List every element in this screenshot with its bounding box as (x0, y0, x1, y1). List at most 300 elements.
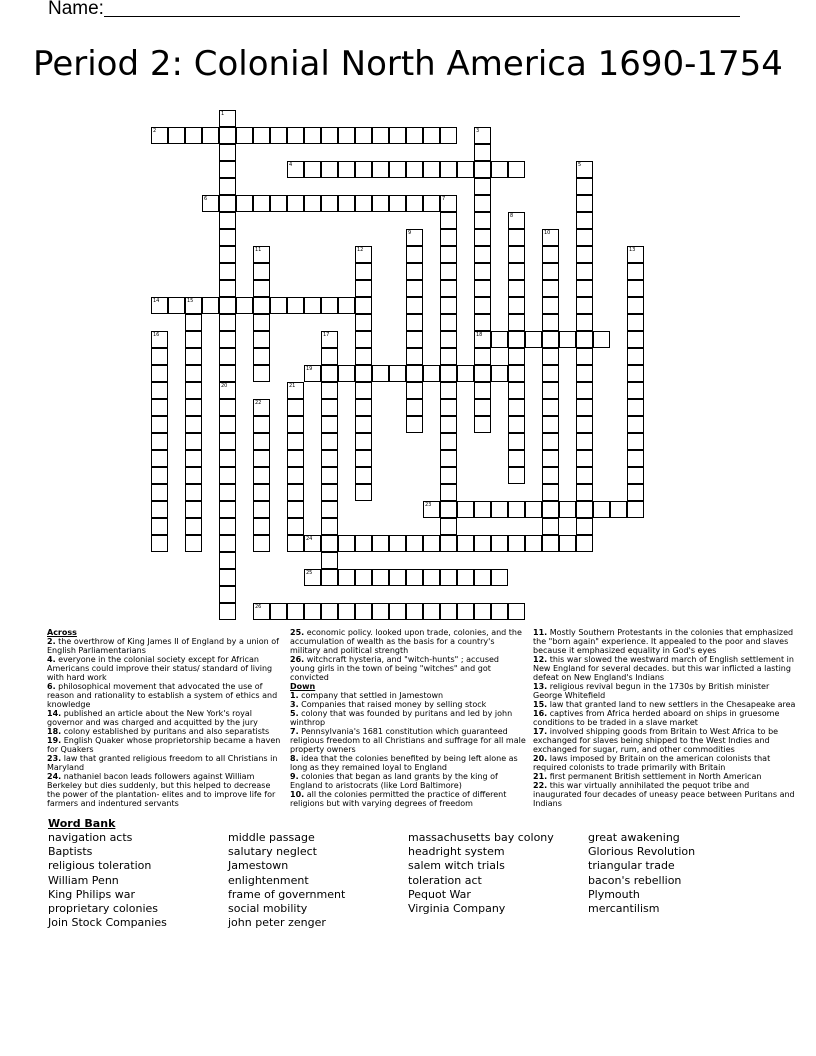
grid-cell[interactable] (423, 161, 440, 178)
grid-cell[interactable] (321, 161, 338, 178)
grid-cell[interactable] (338, 161, 355, 178)
grid-cell[interactable] (525, 501, 542, 518)
grid-cell[interactable] (219, 450, 236, 467)
grid-cell[interactable] (627, 399, 644, 416)
grid-cell[interactable] (355, 416, 372, 433)
grid-cell[interactable] (491, 161, 508, 178)
grid-cell[interactable] (151, 450, 168, 467)
grid-cell[interactable] (542, 229, 559, 246)
grid-cell[interactable] (474, 229, 491, 246)
grid-cell[interactable] (219, 297, 236, 314)
grid-cell[interactable] (474, 348, 491, 365)
grid-cell[interactable] (491, 365, 508, 382)
grid-cell[interactable] (287, 484, 304, 501)
grid-cell[interactable] (372, 603, 389, 620)
grid-cell[interactable] (287, 501, 304, 518)
grid-cell[interactable] (406, 603, 423, 620)
grid-cell[interactable] (168, 127, 185, 144)
grid-cell[interactable] (508, 161, 525, 178)
grid-cell[interactable] (440, 263, 457, 280)
grid-cell[interactable] (287, 195, 304, 212)
grid-cell[interactable] (406, 263, 423, 280)
grid-cell[interactable] (253, 603, 270, 620)
grid-cell[interactable] (474, 144, 491, 161)
grid-cell[interactable] (287, 467, 304, 484)
grid-cell[interactable] (321, 569, 338, 586)
grid-cell[interactable] (355, 399, 372, 416)
grid-cell[interactable] (440, 161, 457, 178)
grid-cell[interactable] (270, 127, 287, 144)
grid-cell[interactable] (389, 195, 406, 212)
grid-cell[interactable] (389, 127, 406, 144)
grid-cell[interactable] (355, 331, 372, 348)
grid-cell[interactable] (185, 450, 202, 467)
grid-cell[interactable] (219, 110, 236, 127)
grid-cell[interactable] (151, 348, 168, 365)
grid-cell[interactable] (202, 127, 219, 144)
grid-cell[interactable] (406, 399, 423, 416)
grid-cell[interactable] (627, 501, 644, 518)
grid-cell[interactable] (542, 297, 559, 314)
grid-cell[interactable] (236, 195, 253, 212)
grid-cell[interactable] (474, 263, 491, 280)
grid-cell[interactable] (253, 484, 270, 501)
grid-cell[interactable] (508, 433, 525, 450)
grid-cell[interactable] (542, 535, 559, 552)
grid-cell[interactable] (576, 450, 593, 467)
grid-cell[interactable] (219, 178, 236, 195)
grid-cell[interactable] (287, 399, 304, 416)
grid-cell[interactable] (508, 501, 525, 518)
grid-cell[interactable] (287, 416, 304, 433)
grid-cell[interactable] (576, 246, 593, 263)
grid-cell[interactable] (321, 297, 338, 314)
grid-cell[interactable] (372, 195, 389, 212)
grid-cell[interactable] (219, 314, 236, 331)
grid-cell[interactable] (576, 161, 593, 178)
grid-cell[interactable] (236, 297, 253, 314)
grid-cell[interactable] (151, 484, 168, 501)
grid-cell[interactable] (355, 263, 372, 280)
grid-cell[interactable] (321, 127, 338, 144)
grid-cell[interactable] (542, 314, 559, 331)
grid-cell[interactable] (627, 433, 644, 450)
grid-cell[interactable] (423, 195, 440, 212)
grid-cell[interactable] (219, 416, 236, 433)
grid-cell[interactable] (525, 535, 542, 552)
grid-cell[interactable] (474, 365, 491, 382)
grid-cell[interactable] (338, 297, 355, 314)
grid-cell[interactable] (474, 382, 491, 399)
grid-cell[interactable] (423, 569, 440, 586)
grid-cell[interactable] (219, 263, 236, 280)
grid-cell[interactable] (287, 518, 304, 535)
grid-cell[interactable] (321, 552, 338, 569)
grid-cell[interactable] (423, 365, 440, 382)
grid-cell[interactable] (338, 127, 355, 144)
grid-cell[interactable] (151, 297, 168, 314)
grid-cell[interactable] (338, 365, 355, 382)
grid-cell[interactable] (474, 280, 491, 297)
grid-cell[interactable] (457, 535, 474, 552)
grid-cell[interactable] (185, 501, 202, 518)
grid-cell[interactable] (372, 127, 389, 144)
grid-cell[interactable] (559, 331, 576, 348)
grid-cell[interactable] (304, 603, 321, 620)
grid-cell[interactable] (389, 161, 406, 178)
grid-cell[interactable] (627, 382, 644, 399)
grid-cell[interactable] (253, 263, 270, 280)
grid-cell[interactable] (627, 348, 644, 365)
grid-cell[interactable] (627, 450, 644, 467)
grid-cell[interactable] (355, 280, 372, 297)
grid-cell[interactable] (168, 297, 185, 314)
grid-cell[interactable] (355, 365, 372, 382)
grid-cell[interactable] (219, 501, 236, 518)
grid-cell[interactable] (253, 365, 270, 382)
grid-cell[interactable] (236, 127, 253, 144)
grid-cell[interactable] (627, 484, 644, 501)
grid-cell[interactable] (440, 229, 457, 246)
grid-cell[interactable] (457, 569, 474, 586)
grid-cell[interactable] (321, 348, 338, 365)
grid-cell[interactable] (423, 501, 440, 518)
grid-cell[interactable] (576, 399, 593, 416)
grid-cell[interactable] (474, 535, 491, 552)
grid-cell[interactable] (406, 348, 423, 365)
grid-cell[interactable] (372, 161, 389, 178)
grid-cell[interactable] (440, 569, 457, 586)
grid-cell[interactable] (406, 535, 423, 552)
grid-cell[interactable] (304, 161, 321, 178)
grid-cell[interactable] (253, 518, 270, 535)
grid-cell[interactable] (219, 382, 236, 399)
grid-cell[interactable] (491, 535, 508, 552)
grid-cell[interactable] (508, 331, 525, 348)
grid-cell[interactable] (287, 535, 304, 552)
grid-cell[interactable] (508, 450, 525, 467)
grid-cell[interactable] (474, 603, 491, 620)
grid-cell[interactable] (610, 501, 627, 518)
grid-cell[interactable] (440, 416, 457, 433)
grid-cell[interactable] (185, 399, 202, 416)
grid-cell[interactable] (542, 399, 559, 416)
grid-cell[interactable] (593, 501, 610, 518)
grid-cell[interactable] (202, 297, 219, 314)
grid-cell[interactable] (304, 365, 321, 382)
grid-cell[interactable] (355, 314, 372, 331)
grid-cell[interactable] (253, 399, 270, 416)
grid-cell[interactable] (406, 297, 423, 314)
grid-cell[interactable] (576, 467, 593, 484)
grid-cell[interactable] (287, 161, 304, 178)
grid-cell[interactable] (406, 280, 423, 297)
grid-cell[interactable] (508, 603, 525, 620)
grid-cell[interactable] (440, 297, 457, 314)
grid-cell[interactable] (355, 433, 372, 450)
grid-cell[interactable] (627, 297, 644, 314)
grid-cell[interactable] (253, 467, 270, 484)
grid-cell[interactable] (559, 501, 576, 518)
grid-cell[interactable] (219, 552, 236, 569)
grid-cell[interactable] (440, 518, 457, 535)
grid-cell[interactable] (202, 195, 219, 212)
grid-cell[interactable] (151, 535, 168, 552)
grid-cell[interactable] (440, 484, 457, 501)
grid-cell[interactable] (627, 331, 644, 348)
grid-cell[interactable] (576, 212, 593, 229)
grid-cell[interactable] (219, 484, 236, 501)
grid-cell[interactable] (474, 569, 491, 586)
grid-cell[interactable] (151, 331, 168, 348)
grid-cell[interactable] (440, 331, 457, 348)
grid-cell[interactable] (185, 484, 202, 501)
grid-cell[interactable] (253, 450, 270, 467)
grid-cell[interactable] (219, 212, 236, 229)
grid-cell[interactable] (253, 246, 270, 263)
grid-cell[interactable] (576, 178, 593, 195)
grid-cell[interactable] (542, 263, 559, 280)
grid-cell[interactable] (219, 365, 236, 382)
grid-cell[interactable] (304, 535, 321, 552)
grid-cell[interactable] (321, 433, 338, 450)
grid-cell[interactable] (542, 450, 559, 467)
grid-cell[interactable] (321, 467, 338, 484)
grid-cell[interactable] (151, 399, 168, 416)
grid-cell[interactable] (253, 280, 270, 297)
grid-cell[interactable] (474, 195, 491, 212)
grid-cell[interactable] (219, 195, 236, 212)
grid-cell[interactable] (219, 246, 236, 263)
grid-cell[interactable] (474, 161, 491, 178)
grid-cell[interactable] (321, 535, 338, 552)
grid-cell[interactable] (440, 280, 457, 297)
grid-cell[interactable] (355, 161, 372, 178)
grid-cell[interactable] (185, 314, 202, 331)
grid-cell[interactable] (406, 382, 423, 399)
grid-cell[interactable] (508, 365, 525, 382)
grid-cell[interactable] (185, 518, 202, 535)
grid-cell[interactable] (219, 467, 236, 484)
grid-cell[interactable] (219, 331, 236, 348)
grid-cell[interactable] (253, 127, 270, 144)
grid-cell[interactable] (593, 331, 610, 348)
grid-cell[interactable] (406, 416, 423, 433)
grid-cell[interactable] (508, 263, 525, 280)
grid-cell[interactable] (321, 450, 338, 467)
grid-cell[interactable] (355, 484, 372, 501)
grid-cell[interactable] (321, 382, 338, 399)
grid-cell[interactable] (508, 229, 525, 246)
grid-cell[interactable] (440, 535, 457, 552)
grid-cell[interactable] (185, 382, 202, 399)
grid-cell[interactable] (576, 535, 593, 552)
grid-cell[interactable] (321, 501, 338, 518)
grid-cell[interactable] (576, 416, 593, 433)
grid-cell[interactable] (440, 314, 457, 331)
grid-cell[interactable] (491, 569, 508, 586)
grid-cell[interactable] (287, 127, 304, 144)
grid-cell[interactable] (440, 246, 457, 263)
grid-cell[interactable] (576, 433, 593, 450)
grid-cell[interactable] (423, 535, 440, 552)
grid-cell[interactable] (355, 246, 372, 263)
grid-cell[interactable] (151, 467, 168, 484)
grid-cell[interactable] (355, 603, 372, 620)
grid-cell[interactable] (219, 586, 236, 603)
grid-cell[interactable] (389, 569, 406, 586)
grid-cell[interactable] (151, 127, 168, 144)
grid-cell[interactable] (406, 569, 423, 586)
grid-cell[interactable] (253, 433, 270, 450)
grid-cell[interactable] (355, 467, 372, 484)
grid-cell[interactable] (185, 365, 202, 382)
grid-cell[interactable] (185, 416, 202, 433)
grid-cell[interactable] (576, 195, 593, 212)
grid-cell[interactable] (253, 416, 270, 433)
grid-cell[interactable] (576, 229, 593, 246)
grid-cell[interactable] (406, 331, 423, 348)
grid-cell[interactable] (542, 348, 559, 365)
grid-cell[interactable] (440, 382, 457, 399)
grid-cell[interactable] (219, 348, 236, 365)
grid-cell[interactable] (151, 433, 168, 450)
grid-cell[interactable] (440, 450, 457, 467)
grid-cell[interactable] (321, 484, 338, 501)
grid-cell[interactable] (185, 297, 202, 314)
grid-cell[interactable] (287, 297, 304, 314)
grid-cell[interactable] (151, 365, 168, 382)
grid-cell[interactable] (219, 569, 236, 586)
grid-cell[interactable] (355, 382, 372, 399)
grid-cell[interactable] (491, 501, 508, 518)
grid-cell[interactable] (321, 365, 338, 382)
grid-cell[interactable] (440, 399, 457, 416)
grid-cell[interactable] (627, 467, 644, 484)
grid-cell[interactable] (372, 535, 389, 552)
grid-cell[interactable] (151, 382, 168, 399)
grid-cell[interactable] (474, 127, 491, 144)
grid-cell[interactable] (525, 331, 542, 348)
grid-cell[interactable] (185, 535, 202, 552)
grid-cell[interactable] (508, 212, 525, 229)
grid-cell[interactable] (304, 127, 321, 144)
grid-cell[interactable] (508, 348, 525, 365)
grid-cell[interactable] (576, 297, 593, 314)
grid-cell[interactable] (508, 416, 525, 433)
grid-cell[interactable] (287, 382, 304, 399)
grid-cell[interactable] (185, 433, 202, 450)
grid-cell[interactable] (304, 569, 321, 586)
grid-cell[interactable] (406, 314, 423, 331)
grid-cell[interactable] (491, 603, 508, 620)
grid-cell[interactable] (474, 331, 491, 348)
grid-cell[interactable] (474, 314, 491, 331)
grid-cell[interactable] (355, 535, 372, 552)
grid-cell[interactable] (185, 127, 202, 144)
grid-cell[interactable] (406, 246, 423, 263)
grid-cell[interactable] (627, 246, 644, 263)
grid-cell[interactable] (219, 535, 236, 552)
grid-cell[interactable] (270, 195, 287, 212)
grid-cell[interactable] (185, 467, 202, 484)
grid-cell[interactable] (576, 382, 593, 399)
grid-cell[interactable] (440, 127, 457, 144)
grid-cell[interactable] (474, 212, 491, 229)
grid-cell[interactable] (627, 365, 644, 382)
grid-cell[interactable] (219, 603, 236, 620)
grid-cell[interactable] (576, 365, 593, 382)
grid-cell[interactable] (253, 348, 270, 365)
grid-cell[interactable] (508, 467, 525, 484)
grid-cell[interactable] (321, 416, 338, 433)
grid-cell[interactable] (355, 297, 372, 314)
grid-cell[interactable] (542, 501, 559, 518)
grid-cell[interactable] (321, 331, 338, 348)
grid-cell[interactable] (219, 161, 236, 178)
grid-cell[interactable] (508, 399, 525, 416)
grid-cell[interactable] (542, 518, 559, 535)
grid-cell[interactable] (423, 127, 440, 144)
grid-cell[interactable] (406, 127, 423, 144)
grid-cell[interactable] (253, 535, 270, 552)
grid-cell[interactable] (355, 450, 372, 467)
grid-cell[interactable] (338, 603, 355, 620)
grid-cell[interactable] (440, 501, 457, 518)
grid-cell[interactable] (576, 263, 593, 280)
grid-cell[interactable] (253, 331, 270, 348)
grid-cell[interactable] (542, 433, 559, 450)
grid-cell[interactable] (627, 263, 644, 280)
grid-cell[interactable] (542, 484, 559, 501)
grid-cell[interactable] (406, 161, 423, 178)
grid-cell[interactable] (389, 603, 406, 620)
grid-cell[interactable] (219, 229, 236, 246)
grid-cell[interactable] (474, 246, 491, 263)
grid-cell[interactable] (304, 297, 321, 314)
grid-cell[interactable] (508, 535, 525, 552)
grid-cell[interactable] (542, 467, 559, 484)
grid-cell[interactable] (576, 484, 593, 501)
grid-cell[interactable] (576, 331, 593, 348)
grid-cell[interactable] (474, 501, 491, 518)
grid-cell[interactable] (423, 603, 440, 620)
grid-cell[interactable] (270, 603, 287, 620)
grid-cell[interactable] (355, 569, 372, 586)
grid-cell[interactable] (151, 416, 168, 433)
grid-cell[interactable] (406, 365, 423, 382)
grid-cell[interactable] (457, 161, 474, 178)
grid-cell[interactable] (440, 365, 457, 382)
grid-cell[interactable] (287, 433, 304, 450)
grid-cell[interactable] (219, 399, 236, 416)
grid-cell[interactable] (440, 195, 457, 212)
grid-cell[interactable] (287, 603, 304, 620)
grid-cell[interactable] (576, 348, 593, 365)
grid-cell[interactable] (253, 501, 270, 518)
grid-cell[interactable] (542, 382, 559, 399)
grid-cell[interactable] (372, 365, 389, 382)
grid-cell[interactable] (151, 518, 168, 535)
grid-cell[interactable] (542, 416, 559, 433)
grid-cell[interactable] (219, 433, 236, 450)
grid-cell[interactable] (627, 416, 644, 433)
grid-cell[interactable] (508, 297, 525, 314)
grid-cell[interactable] (389, 365, 406, 382)
grid-cell[interactable] (440, 467, 457, 484)
grid-cell[interactable] (185, 348, 202, 365)
grid-cell[interactable] (508, 280, 525, 297)
